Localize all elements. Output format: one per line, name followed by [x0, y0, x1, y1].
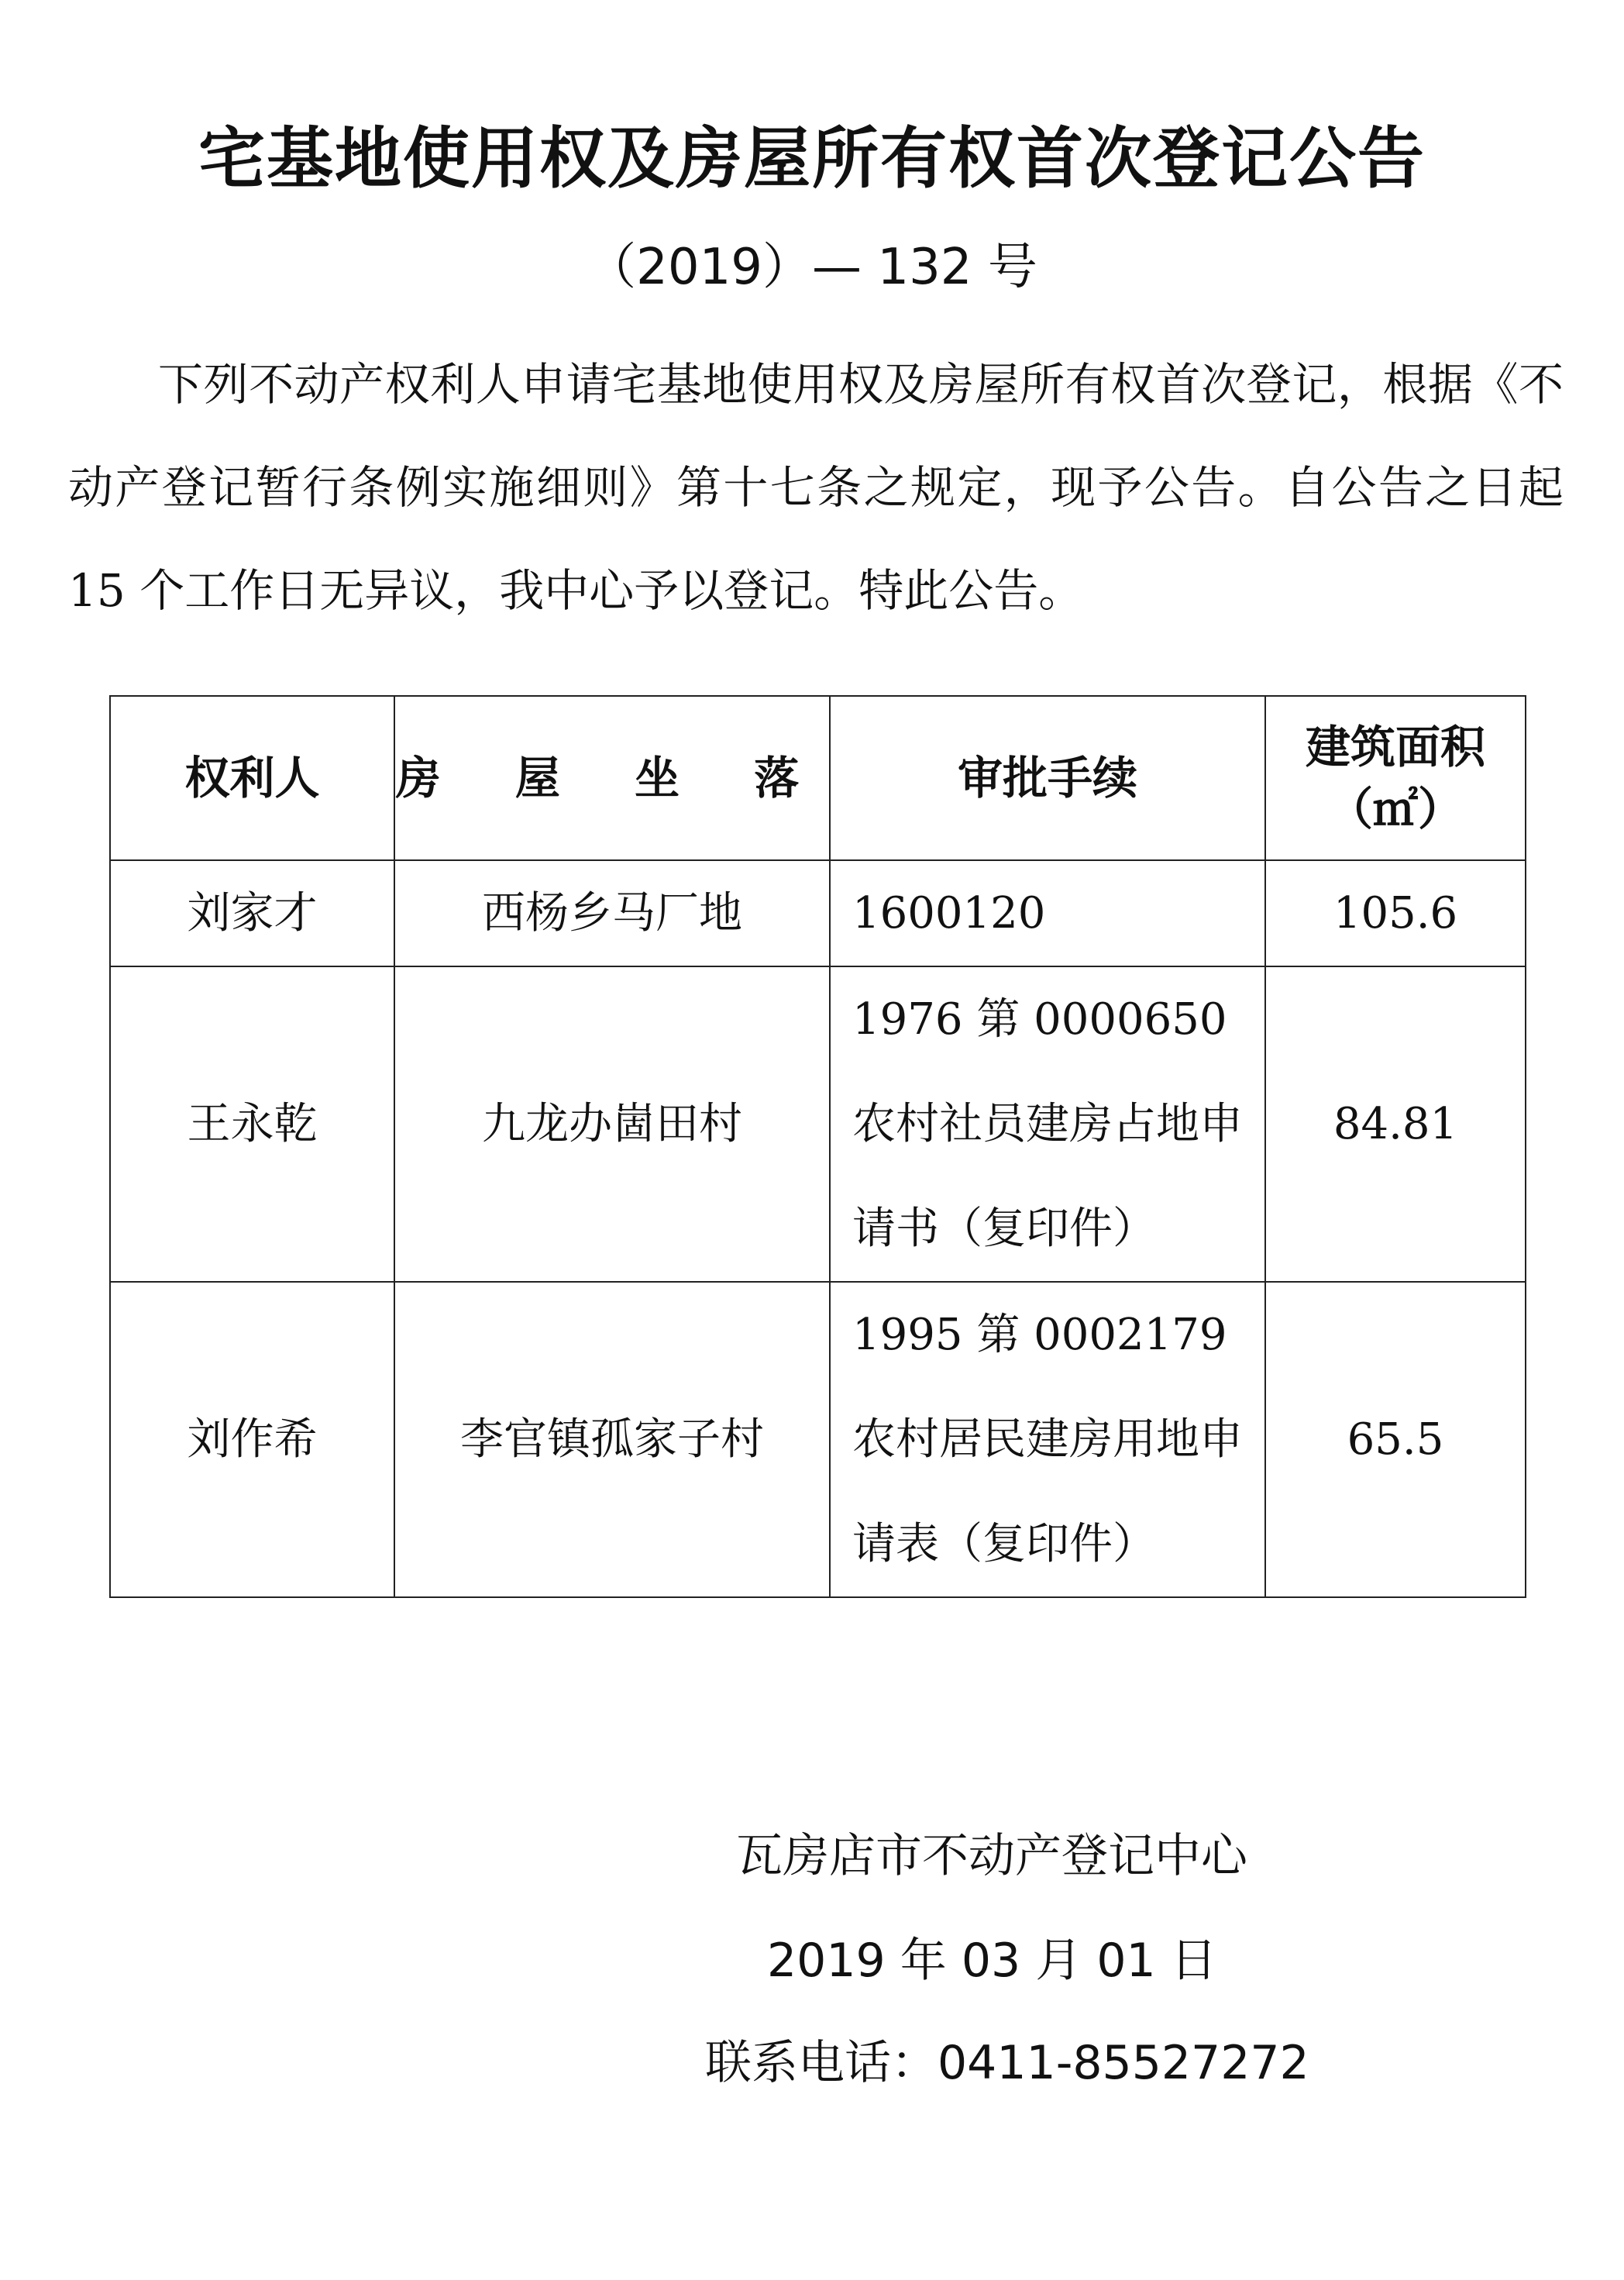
cell-approval: 1600120 — [830, 860, 1265, 966]
header-area-label: 建筑面积 — [1305, 721, 1485, 773]
cell-holder: 王永乾 — [110, 966, 394, 1282]
header-location — [394, 696, 830, 860]
table-row — [110, 966, 1526, 1282]
header-approval: 审批手续 — [830, 696, 1265, 860]
cell-location: 西杨乡马厂地 — [394, 860, 830, 966]
notice-intro: 下列不动产权利人申请宅基地使用权及房屋所有权首次登记，根据《不动产登记暂行条例实施细则》第十七条之规定，现予公告。自公告之日起 15 个工作日无异议，我中心予以登记。特此公告。 — [68, 358, 1564, 617]
cell-approval: 1995 第 0002179 农村居民建房用地申请表（复印件） — [830, 1282, 1265, 1597]
issue-date: 2019 年 03 月 01 日 — [767, 1934, 1217, 1988]
notice-title: 宅基地使用权及房屋所有权首次登记公告 — [198, 120, 1426, 198]
cell-holder: 刘作希 — [110, 1282, 394, 1597]
table-row — [110, 1282, 1526, 1597]
cell-area: 84.81 — [1265, 966, 1526, 1282]
notice-number: （2019）— 132 号 — [587, 239, 1037, 296]
table-header-row — [110, 696, 1526, 860]
table-row — [110, 860, 1526, 966]
cell-area: 65.5 — [1265, 1282, 1526, 1597]
contact-phone: 联系电话：0411-85527272 — [705, 2036, 1309, 2090]
cell-approval: 1976 第 0000650 农村社员建房占地申请书（复印件） — [830, 966, 1265, 1282]
cell-holder: 刘家才 — [110, 860, 394, 966]
header-area — [1265, 696, 1526, 860]
header-location-label: 房 屋 坐 落 — [395, 752, 829, 804]
registration-table — [109, 695, 1526, 1598]
cell-location: 九龙办崮田村 — [394, 966, 830, 1282]
header-area-unit: （㎡） — [1327, 783, 1463, 835]
issuing-organization: 瓦房店市不动产登记中心 — [736, 1829, 1247, 1883]
header-holder: 权利人 — [110, 696, 394, 860]
cell-area: 105.6 — [1265, 860, 1526, 966]
cell-location: 李官镇孤家子村 — [394, 1282, 830, 1597]
